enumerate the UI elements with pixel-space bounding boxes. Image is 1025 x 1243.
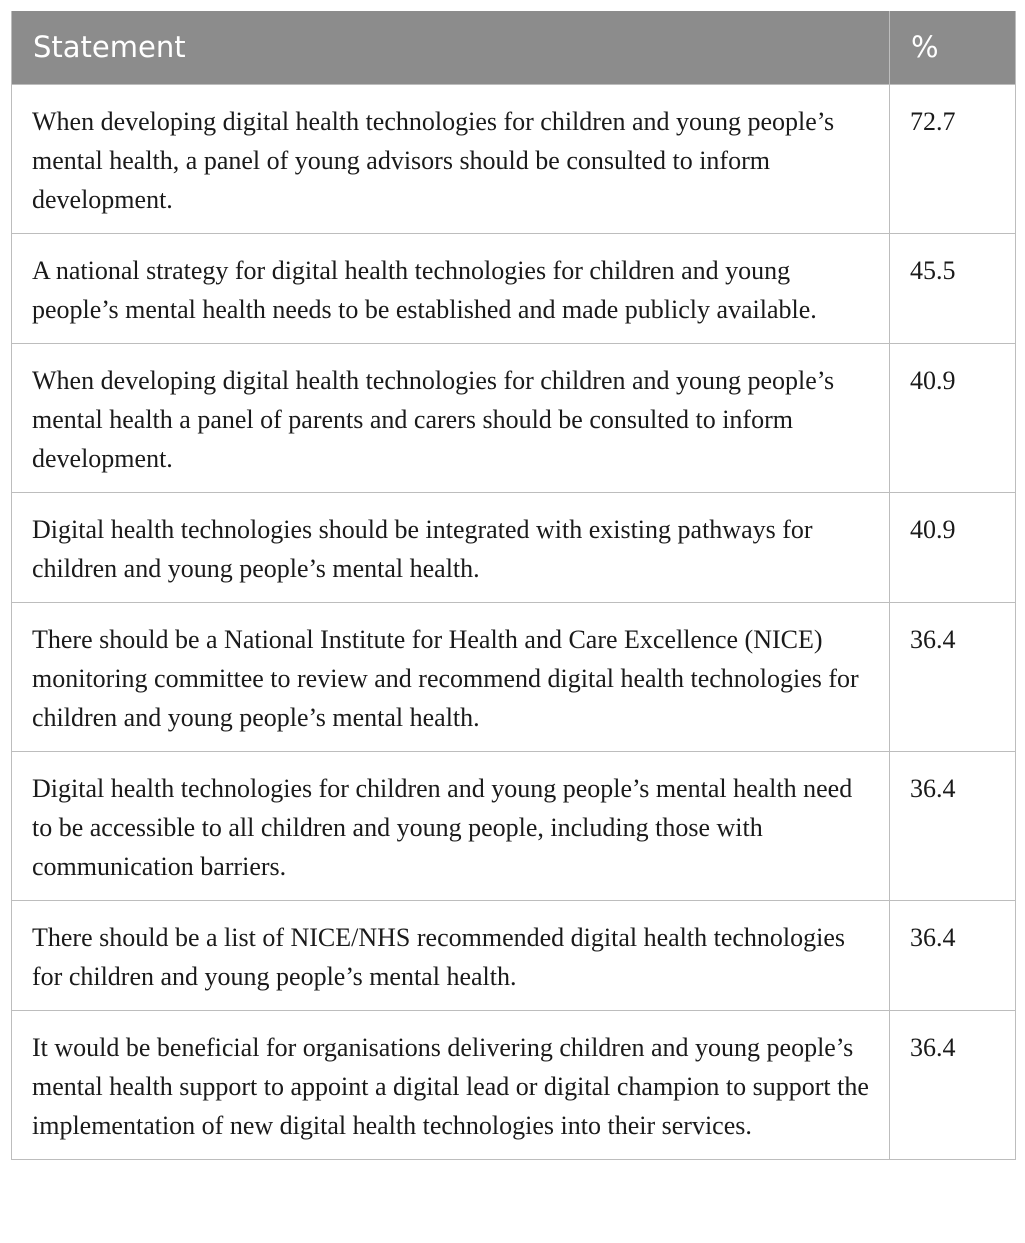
statement-cell: Digital health technologies should be integrated with existing pathways for children and young people’s mental health.: [12, 492, 890, 602]
statement-cell: When developing digital health technologies for children and young people’s mental health, a panel of young advisors should be consulted to inform development.: [12, 84, 890, 233]
percent-cell: 36.4: [890, 1010, 1016, 1159]
table-row: [12, 343, 1016, 492]
table-row: [12, 1010, 1016, 1159]
table-row: [12, 233, 1016, 343]
statements-table: [11, 11, 1016, 1160]
table-row: [12, 84, 1016, 233]
table-row: [12, 900, 1016, 1010]
statement-cell: There should be a National Institute for Health and Care Excellence (NICE) monitoring committee to review and recommend digital health technologies for children and young people’s mental health.: [12, 602, 890, 751]
percent-cell: 40.9: [890, 492, 1016, 602]
table-row: [12, 492, 1016, 602]
statement-cell: Digital health technologies for children and young people’s mental health need to be accessible to all children and young people, including those with communication barriers.: [12, 751, 890, 900]
statement-column-header: Statement: [12, 11, 890, 84]
statement-cell: There should be a list of NICE/NHS recommended digital health technologies for children and young people’s mental health.: [12, 900, 890, 1010]
percent-cell: 36.4: [890, 751, 1016, 900]
percent-cell: 36.4: [890, 602, 1016, 751]
percent-column-header: %: [890, 11, 1016, 84]
percent-cell: 45.5: [890, 233, 1016, 343]
percent-cell: 40.9: [890, 343, 1016, 492]
table-header-row: [12, 11, 1016, 84]
table-row: [12, 602, 1016, 751]
percent-cell: 72.7: [890, 84, 1016, 233]
table-row: [12, 751, 1016, 900]
statement-cell: A national strategy for digital health technologies for children and young people’s mental health needs to be established and made publicly available.: [12, 233, 890, 343]
percent-cell: 36.4: [890, 900, 1016, 1010]
statement-cell: When developing digital health technologies for children and young people’s mental health a panel of parents and carers should be consulted to inform development.: [12, 343, 890, 492]
statement-cell: It would be beneficial for organisations delivering children and young people’s mental health support to appoint a digital lead or digital champion to support the implementation of new digital health technologies into their services.: [12, 1010, 890, 1159]
